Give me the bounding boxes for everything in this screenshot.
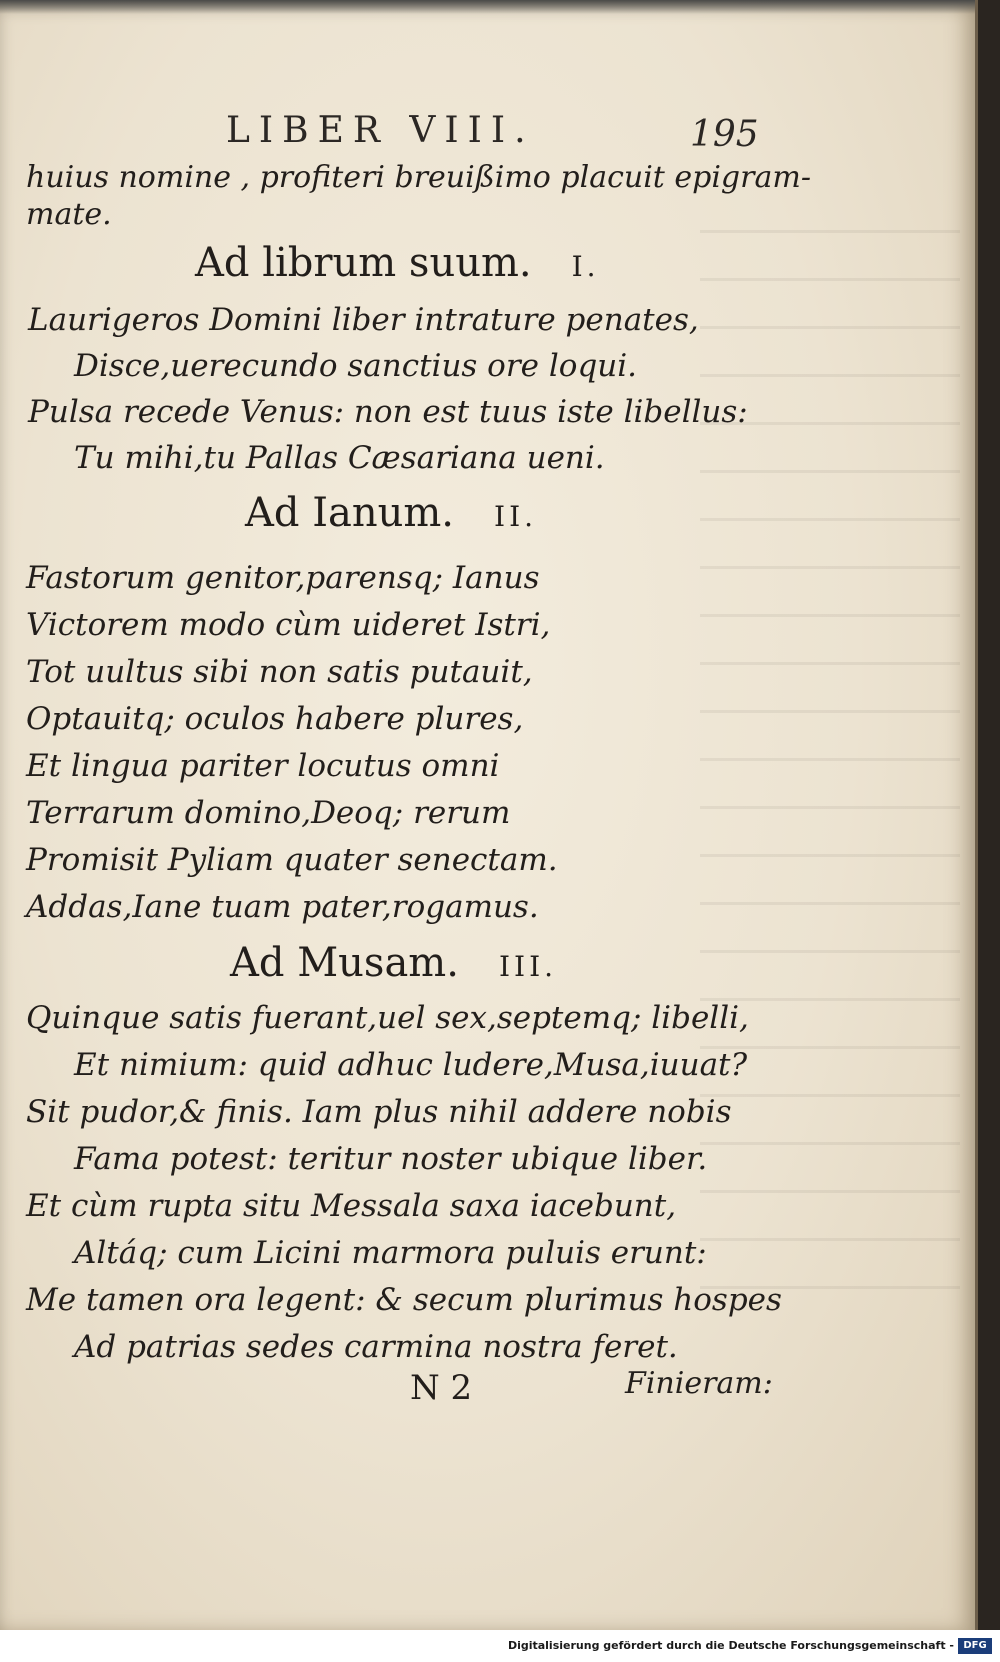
verse-line: Optauitq; oculos habere plures, <box>26 701 524 737</box>
epigram-heading <box>195 240 600 286</box>
page-number: 195 <box>690 114 759 155</box>
verse-line: Disce,uerecundo sanctius ore loqui. <box>74 348 638 384</box>
verse-line: Tu mihi,tu Pallas Cæsariana ueni. <box>74 440 605 476</box>
signature-mark: N 2 <box>410 1368 473 1408</box>
epigram-title: Ad librum suum. <box>195 240 532 286</box>
verse-line: Fastorum genitor,parensq; Ianus <box>26 560 540 596</box>
epigram-heading <box>245 490 537 536</box>
epigram-number: I. <box>571 250 600 283</box>
epigram-number: III. <box>498 950 558 983</box>
verse-line: Terrarum domino,Deoq; rerum <box>26 795 511 831</box>
top-edge-shadow <box>0 0 975 14</box>
epigram-number: II. <box>494 500 538 533</box>
running-head: LIBER VIII. <box>226 110 535 151</box>
verse-line: Addas,Iane tuam pater,rogamus. <box>26 889 539 925</box>
verse-line: Ad patrias sedes carmina nostra feret. <box>74 1329 678 1365</box>
intro-line: huius nomine , profiteri breuißimo placuit epigram- <box>26 160 811 195</box>
verse-line: Pulsa recede Venus: non est tuus iste libellus: <box>28 394 748 430</box>
epigram-title: Ad Musam. <box>230 940 459 986</box>
intro-line: mate. <box>26 197 112 232</box>
catchword: Finieram: <box>625 1366 773 1401</box>
verse-line: Et cùm rupta situ Messala saxa iacebunt, <box>26 1188 677 1224</box>
digitization-footer <box>0 1630 1000 1662</box>
verse-line: Laurigeros Domini liber intrature penates, <box>28 302 699 338</box>
verse-line: Altáq; cum Licini marmora puluis erunt: <box>74 1235 707 1271</box>
verse-line: Quinque satis fuerant,uel sex,septemq; libelli, <box>26 1000 749 1036</box>
verse-line: Sit pudor,& finis. Iam plus nihil addere nobis <box>26 1094 732 1130</box>
show-through-text <box>700 200 960 1300</box>
verse-line: Promisit Pyliam quater senectam. <box>26 842 558 878</box>
page-header <box>0 110 975 160</box>
dfg-logo[interactable]: DFG <box>958 1638 992 1654</box>
verse-line: Et nimium: quid adhuc ludere,Musa,iuuat? <box>74 1047 748 1083</box>
verse-line: Me tamen ora legent: & secum plurimus hospes <box>26 1282 782 1318</box>
epigram-heading <box>230 940 557 986</box>
funding-notice: Digitalisierung gefördert durch die Deutsche Forschungsgemeinschaft - <box>507 1639 954 1652</box>
verse-line: Et lingua pariter locutus omni <box>26 748 500 784</box>
verse-line: Fama potest: teritur noster ubique liber. <box>74 1141 708 1177</box>
verse-line: Victorem modo cùm uideret Istri, <box>26 607 551 643</box>
verse-line: Tot uultus sibi non satis putauit, <box>26 654 533 690</box>
epigram-title: Ad Ianum. <box>245 490 455 536</box>
